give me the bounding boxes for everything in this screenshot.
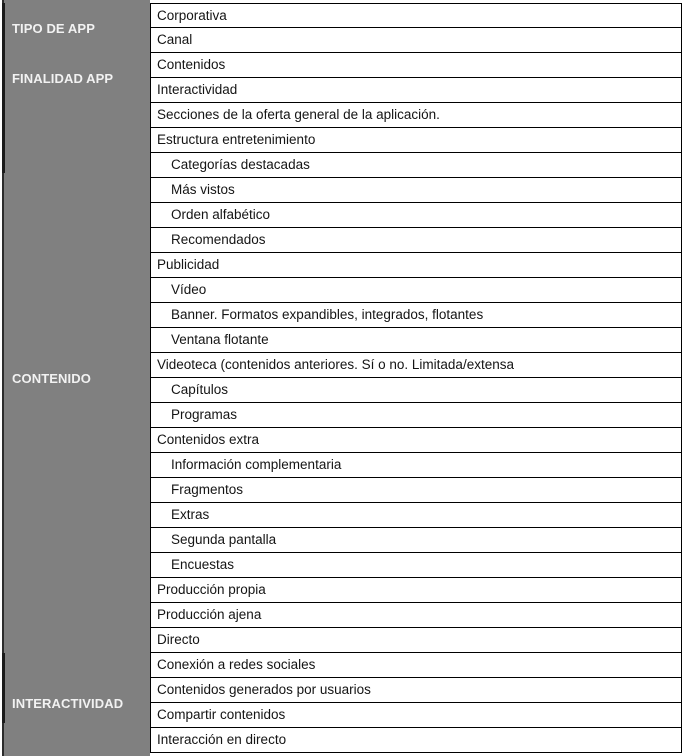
category-label-0: TIPO DE APP — [12, 20, 95, 36]
row-label: Ventana flotante — [171, 332, 269, 348]
category-label-2: CONTENIDO — [12, 370, 91, 386]
row-label: Estructura entretenimiento — [157, 132, 316, 148]
table-row — [150, 128, 682, 153]
row-label: Conexión a redes sociales — [157, 657, 316, 673]
table-row — [150, 728, 682, 753]
row-label: Directo — [157, 632, 200, 648]
table-row — [150, 528, 682, 553]
group-divider-tick — [2, 3, 5, 53]
row-label: Más vistos — [171, 182, 235, 198]
row-label: Producción propia — [157, 582, 266, 598]
row-label: Extras — [171, 507, 210, 523]
row-label: Secciones de la oferta general de la aplicación. — [157, 107, 440, 123]
rows-column — [150, 0, 687, 756]
row-label: Recomendados — [171, 232, 266, 248]
row-label: Interacción en directo — [157, 732, 287, 748]
table-row — [150, 453, 682, 478]
table-row — [150, 628, 682, 653]
table-row — [150, 53, 682, 78]
table-row — [150, 553, 682, 578]
group-divider-tick — [2, 53, 5, 103]
table-row — [150, 153, 682, 178]
row-label: Banner. Formatos expandibles, integrados, flotantes — [171, 307, 484, 323]
table-row — [150, 478, 682, 503]
row-label: Categorías destacadas — [171, 157, 310, 173]
table-row — [150, 328, 682, 353]
table-row — [150, 353, 682, 378]
row-label: Canal — [157, 32, 193, 48]
table-row — [150, 378, 682, 403]
row-label: Capítulos — [171, 382, 229, 398]
row-label: Contenidos — [157, 57, 226, 73]
table-row — [150, 578, 682, 603]
row-label: Videoteca (contenidos anteriores. Sí o no. Limitada/extensa — [157, 357, 514, 373]
table-row — [150, 203, 682, 228]
row-label: Información complementaria — [171, 457, 342, 473]
row-label: Orden alfabético — [171, 207, 271, 223]
table-row — [150, 303, 682, 328]
row-label: Corporativa — [157, 7, 227, 23]
table-row — [150, 678, 682, 703]
table-row — [150, 253, 682, 278]
row-label: Programas — [171, 407, 238, 423]
row-label: Segunda pantalla — [171, 532, 277, 548]
row-label: Encuestas — [171, 557, 235, 573]
row-label: Interactividad — [157, 82, 238, 98]
table-row — [150, 28, 682, 53]
table-row — [150, 103, 682, 128]
row-label: Publicidad — [157, 257, 220, 273]
group-divider-tick — [2, 103, 5, 173]
table-row — [150, 78, 682, 103]
row-label: Vídeo — [171, 282, 207, 298]
table-row — [150, 503, 682, 528]
row-label: Compartir contenidos — [157, 707, 286, 723]
table-row — [150, 3, 682, 28]
table-row — [150, 178, 682, 203]
table-row — [150, 703, 682, 728]
row-label: Producción ajena — [157, 607, 262, 623]
table-row — [150, 403, 682, 428]
category-label-1: FINALIDAD APP — [12, 70, 114, 86]
table-row — [150, 428, 682, 453]
category-label-3: INTERACTIVIDAD — [12, 695, 124, 711]
category-column — [2, 0, 150, 756]
group-divider-tick — [2, 653, 5, 723]
row-label: Contenidos extra — [157, 432, 260, 448]
table-row — [150, 228, 682, 253]
table-row — [150, 278, 682, 303]
row-label: Fragmentos — [171, 482, 244, 498]
row-label: Contenidos generados por usuarios — [157, 682, 371, 698]
table-row — [150, 653, 682, 678]
table-row — [150, 603, 682, 628]
